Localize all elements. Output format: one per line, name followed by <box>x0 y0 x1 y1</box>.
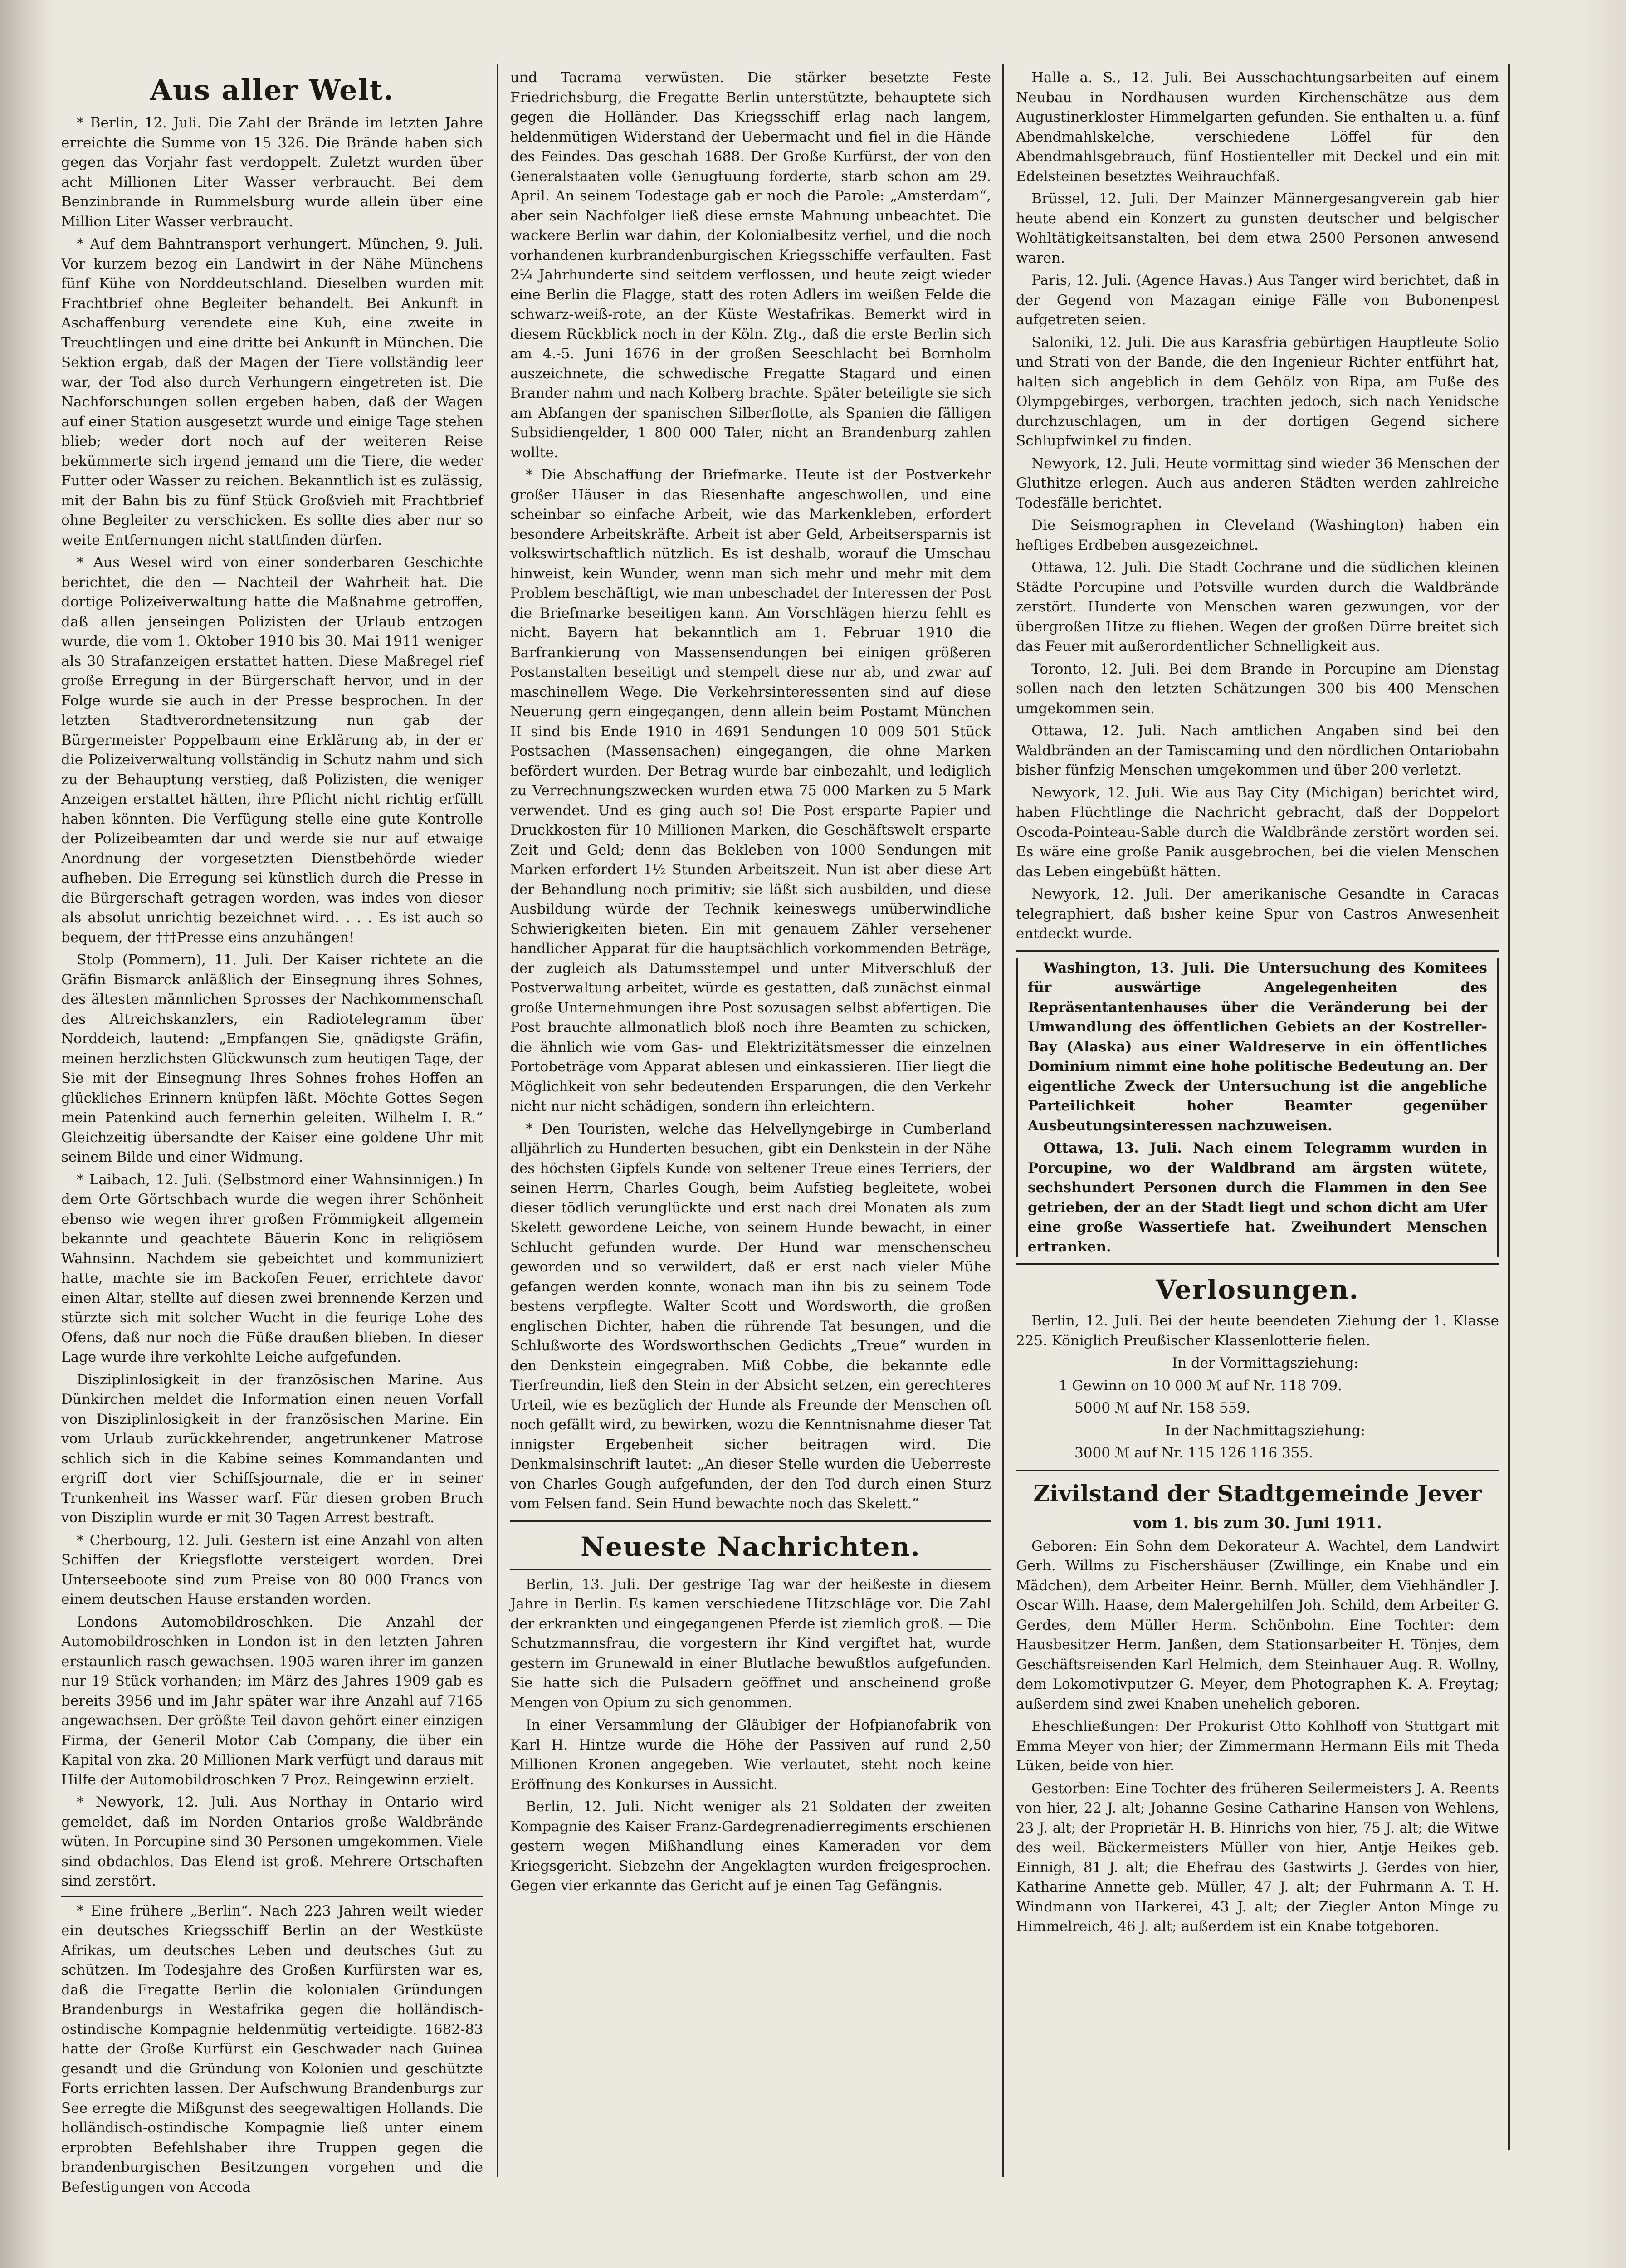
article: * Eine frühere „Berlin“. Nach 223 Jahren weilt wieder ein deutsches Kriegsschiff Berlin an der Westküste Afrikas, um deutsches Leben und deutsches Gut zu schützen. Im Todesjahre des Großen Kurfürsten war es, daß die Fregatte Berlin die kolonialen Gründungen Brandenburgs in Westafrika gegen die holländisch-ostindische Kompagnie heldenmütig verteidigte. 1682-83 hatte der Große Kurfürst ein Geschwader nach Guinea gesandt und die Gründung von Kolonien und geschützte Forts errichten lassen. Der Aufschwung Brandenburgs zur See erregte die Mißgunst des seegewaltigen Hollands. Die holländisch-ostindische Kompagnie ließ unter einem erprobten Befehlshaber ihre Truppen gegen die brandenburgischen Besitzungen vorgehen und die Befestigungen von Accoda <box>61 1902 483 2195</box>
article: Newyork, 12. Juli. Wie aus Bay City (Michigan) berichtet wird, haben Flüchtlinge die Nachricht gebracht, daß der Doppelort Oscoda-Pointeau-Sable durch die Waldbrände zerstört worden sei. Es wäre eine große Panik ausgebrochen, bei die vielen Menschen das Leben eingebüßt hätten. <box>1016 784 1499 880</box>
divider <box>1016 1263 1499 1265</box>
divider <box>61 1896 483 1897</box>
column-rule <box>1002 64 1004 2177</box>
divider <box>510 1569 991 1570</box>
article: Newyork, 12. Juli. Heute vormittag sind wieder 36 Menschen der Gluthitze erlegen. Auch aus anderen Städten werden zahlreiche Todesfälle berichtet. <box>1016 455 1499 511</box>
article: Berlin, 12. Juli. Nicht weniger als 21 Soldaten der zweiten Kompagnie des Kaiser Franz-Gardegrenadierregiments erschienen gestern wegen Mißhandlung eines Kameraden vor dem Kriegsgericht. Siebzehn der Angeklagten wurden freigesprochen. Gegen vier erkannte das Gericht auf je einen Tag Gefängnis. <box>510 1799 991 1894</box>
divider <box>510 1520 991 1522</box>
article: und Tacrama verwüsten. Die stärker besetzte Feste Friedrichsburg, die Fregatte Berlin unterstützte, behauptete sich gegen die Holländer. Das Kriegsschiff erlag nach langem, heldenmütigen Widerstand der Uebermacht und fiel in die Hände des Feindes. Das geschah 1688. Der Große Kurfürst, der von den Generalstaaten volle Genugtuung forderte, starb schon am 29. April. An seinem Todestage gab er noch die Parole: „Amsterdam“, aber sein Nachfolger ließ diese ernste Mahnung unbeachtet. Die wackere Berlin war dahin, der Kolonialbesitz verfiel, und die noch vorhandenen kurbrandenburgischen Kriegsschiffe verfaulten. Fast 2¼ Jahrhunderte sind seitdem verflossen, und heute zeigt wieder eine Berlin die Flagge, statt des roten Adlers im weißen Felde die schwarz-weiß-rote, an der Küste Westafrikas. Bemerkt wird in diesem Rückblick noch in der Köln. Ztg., daß die erste Berlin sich am 4.-5. Juni 1676 in der großen Seeschlacht bei Bornholm auszeichnete, die schwedische Fregatte Stagard und einen Brander nahm und nach Kolberg brachte. Später beteiligte sie sich am Abfangen der spanischen Silberflotte, als Spanien die fälligen Subsidiengelder, 1 800 000 Taler, nicht an Brandenburg zahlen wollte. <box>510 69 991 461</box>
lottery-result: 1 Gewinn on 10 000 ℳ auf Nr. 118 709. <box>1059 1377 1342 1394</box>
article: * Newyork, 12. Juli. Aus Northay in Ontario wird gemeldet, daß im Norden Ontarios große Waldbrände wüten. In Porcupine sind 30 Personen umgekommen. Viele sind obdachlos. Das Elend ist groß. Mehrere Ortschaften sind zerstört. <box>61 1794 483 1889</box>
lottery-result: 3000 ℳ auf Nr. 115 126 116 355. <box>1074 1445 1313 1461</box>
column-right <box>1016 68 1499 2155</box>
article: Toronto, 12. Juli. Bei dem Brande in Porcupine am Dienstag sollen nach den letzten Schätzungen 300 bis 400 Menschen umgekommen sein. <box>1016 660 1499 717</box>
divider <box>1016 1470 1499 1471</box>
article: Stolp (Pommern), 11. Juli. Der Kaiser richtete an die Gräfin Bismarck anläßlich der Einsegnung ihres Sohnes, des ältesten männlichen Sprosses der Nachkommenschaft des Altreichskanzlers, ein Radiotelegramm über Norddeich, lautend: „Empfangen Sie, gnädigste Gräfin, meinen herzlichsten Glückwunsch zum heutigen Tage, der Sie mit der Einsegnung Ihres Sohnes frohes Hoffen an glückliches Erinnern knüpfen läßt. Möchte Gottes Segen mein Patenkind auch fernerhin geleiten. Wilhelm I. R.“ Gleichzeitig übersandte der Kaiser eine goldene Uhr mit seinem Bilde und einer Widmung. <box>61 952 483 1165</box>
lottery-intro: Berlin, 12. Juli. Bei der heute beendeten Ziehung der 1. Klasse 225. Königlich Preußischer Klassenlotterie fielen. <box>1016 1313 1499 1349</box>
article: * Aus Wesel wird von einer sonderbaren Geschichte berichtet, die den — Nachteil der Wahrheit hat. Die dortige Polizeiverwaltung hatte die Maßnahme getroffen, daß allen jenseingen Polizisten der Urlaub entzogen wurde, die vom 1. Oktober 1910 bis 30. Mai 1911 weniger als 30 Strafanzeigen erstattet hatten. Diese Maßregel rief große Erregung in der Bürgerschaft hervor, und in der Folge wurde sie auch in der Presse besprochen. In der letzten Stadtverordnetensitzung nun gab der Bürgermeister Poppelbaum eine Erklärung ab, in der er die Polizeiverwaltung vollständig in Schutz nahm und sich zu der Behauptung verstieg, daß Polizisten, die weniger Anzeigen erstattet hätten, ihre Pflicht nicht richtig erfüllt haben könnten. Die Verfügung stelle eine gute Kontrolle der Polizeibeamten dar und werde sie nur auf etwaige Anordnung der vorgesetzten Dienstbehörde wieder aufheben. Die Erregung sei künstlich durch die Presse in die Bürgerschaft getragen worden, was indes von dieser als absolut unrichtig bezeichnet wird. . . . Es ist auch so bequem, der †††Presse eins anzuhängen! <box>61 554 483 946</box>
article: Londons Automobildroschken. Die Anzahl der Automobildroschken in London ist in den letzten Jahren erstaunlich rasch gewachsen. 1905 waren ihrer im ganzen nur 19 Stück vorhanden; im März des Jahres 1909 gab es bereits 3956 und im Jahr später war ihre Anzahl auf 7165 angewachsen. Der größte Teil davon gehört einer einzigen Firma, der Generil Motor Cab Company, die über ein Kapital von zka. 20 Millionen Mark verfügt und daraus mit Hilfe der Automobildroschken 7 Proz. Reingewinn erzielt. <box>61 1613 483 1788</box>
civil-register-entry: Eheschließungen: Der Prokurist Otto Kohlhoff von Stuttgart mit Emma Meyer von hier; der Zimmermann Hermann Eils mit Theda Lüken, beide von hier. <box>1016 1718 1499 1774</box>
article: In einer Versammlung der Gläubiger der Hofpianofabrik von Karl H. Hintze wurde die Höhe der Passiven auf rund 2,50 Millionen Kronen angegeben. Wie verlautet, steht noch keine Eröffnung des Konkurses in Aussicht. <box>510 1717 991 1793</box>
column-rule <box>1508 64 1510 2150</box>
article: * Berlin, 12. Juli. Die Zahl der Brände im letzten Jahre erreichte die Summe von 15 326. Die Brände haben sich gegen das Vorjahr fast verdoppelt. Zuletzt wurden über acht Millionen Liter Wasser verbraucht. Bei dem Benzinbrande in Rummelsburg wurde allein über eine Million Liter Wasser verbraucht. <box>61 115 483 230</box>
section-subtitle-zivilstand: vom 1. bis zum 30. Juni 1911. <box>1133 1514 1382 1532</box>
section-title-aus-aller-welt: Aus aller Welt. <box>150 73 395 107</box>
section-title-verlosungen: Verlosungen. <box>1156 1274 1359 1305</box>
page-gutter-edge <box>0 0 54 2268</box>
article: * Den Touristen, welche das Helvellyngebirge in Cumberland alljährlich zu Hunderten besuchen, gibt ein Denkstein in der Nähe des höchsten Gipfels Kunde von seltener Treue eines Terriers, der seinen Herrn, Charles Gough, beim Aufstieg begleitete, wobei dieser tödlich verunglückte und erst nach drei Monaten als zum Skelett gewordene Leiche, von seinem Hunde bewacht, in einer Schlucht gefunden wurde. Der Hund war menschenscheu geworden und so verwildert, daß er erst nach vieler Mühe gefangen werden konnte, wonach man ihn bis zu seinem Tode bestens verpflegte. Walter Scott und Wordsworth, die großen englischen Dichter, haben die rührende Tat besungen, und die Schlußworte des Wordsworthschen Gedichts „Treue“ wurden in den Denkstein eingegraben. Miß Cobbe, die bekannte edle Tierfreundin, ließ den Stein in der Absicht setzen, ein gerechteres Urteil, wie es bezüglich der Hunde als Freunde der Menschen oft noch gefällt wird, zu bewirken, wozu die Kenntnisnahme dieser Tat innigster Ergebenheit sicher beitragen wird. Die Denkmalsinschrift lautet: „An dieser Stelle wurden die Ueberreste von Charles Gough aufgefunden, der den Tod durch einen Sturz vom Felsen fand. Sein Hund bewachte noch das Skelett.“ <box>510 1120 991 1512</box>
article: * Auf dem Bahntransport verhungert. München, 9. Juli. Vor kurzem bezog ein Landwirt in der Nähe Münchens fünf Kühe von Norddeutschland. Dieselben wurden mit Frachtbrief ohne Begleiter behandelt. Bei Ankunft in Aschaffenburg verendete eine Kuh, eine zweite in Treuchtlingen und eine dritte bei Ankunft in München. Die Sektion ergab, daß der Magen der Tiere vollständig leer war, der Tod also durch Verhungern eingetreten ist. Die Nachforschungen sollen ergeben haben, daß der Wagen auf einer Station ausgesetzt wurde und einige Tage stehen blieb; weder dort noch auf der weiteren Reise bekümmerte sich irgend jemand um die Tiere, die weder Futter oder Wasser zu reichen. Bekanntlich ist es zulässig, mit der Bahn bis zu fünf Stück Großvieh mit Frachtbrief ohne Begleiter zu verschicken. Es sollte dies aber nur so weite Entfernungen nicht stattfinden dürfen. <box>61 236 483 548</box>
divider <box>1016 950 1499 952</box>
article: Newyork, 12. Juli. Der amerikanische Gesandte in Caracas telegraphiert, daß bisher keine Spur von Castros Anwesenheit entdeckt wurde. <box>1016 886 1499 942</box>
article: Disziplinlosigkeit in der französischen Marine. Aus Dünkirchen meldet die Information einen neuen Vorfall von Disziplinlosigkeit in der französischen Marine. Ein vom Urlaub zurückkehrender, angetrunkener Matrose schlich sich in die Kabine seines Kommandanten und ergriff dort vier Schiffsjournale, die er in seiner Trunkenheit ins Wasser warf. Für diesen groben Bruch von Disziplin wurde er mit 30 Tagen Arrest bestraft. <box>61 1371 483 1526</box>
article: Ottawa, 12. Juli. Nach amtlichen Angaben sind bei den Waldbränden an der Tamiscaming und den nördlichen Ontariobahn bisher fünfzig Menschen umgekommen und über 200 verletzt. <box>1016 723 1499 778</box>
lottery-label: In der Nachmittagsziehung: <box>1165 1422 1366 1439</box>
article: Die Seismographen in Cleveland (Washington) haben ein heftiges Erdbeben ausgezeichnet. <box>1016 517 1499 553</box>
column-rule <box>497 64 498 2177</box>
section-title-zivilstand: Zivilstand der Stadtgemeinde Jever <box>1033 1480 1482 1507</box>
article: * Cherbourg, 12. Juli. Gestern ist eine Anzahl von alten Schiffen der Kriegsflotte versteigert worden. Drei Unterseeboote sind zum Preise von 80 000 Francs von einem deutschen Hause erstanden worden. <box>61 1532 483 1608</box>
article: Halle a. S., 12. Juli. Bei Ausschachtungsarbeiten auf einem Neubau in Nordhausen wurden Kirchenschätze aus dem Augustinerkloster Himmelgarten gefunden. Sie enthalten u. a. fünf Abendmahlskelche, verschiedene Löffel für den Abendmahlsgebrauch, fünf Hostienteller mit Deckel und ein mit Edelsteinen besetztes Weihrauchfaß. <box>1016 69 1499 185</box>
section-title-neueste-nachrichten: Neueste Nachrichten. <box>581 1531 921 1562</box>
column-middle <box>510 68 991 2155</box>
page-right-edge <box>1578 0 1626 2268</box>
lottery-result: 5000 ℳ auf Nr. 158 559. <box>1074 1400 1250 1416</box>
article: Paris, 12. Juli. (Agence Havas.) Aus Tanger wird berichtet, daß in der Gegend von Mazagan einige Fälle von Bubonenpest aufgetreten seien. <box>1016 272 1499 328</box>
lottery-label: In der Vormittagsziehung: <box>1172 1355 1359 1371</box>
article: * Die Abschaffung der Briefmarke. Heute ist der Postverkehr großer Häuser in das Riesenhafte angeschwollen, und eine scheinbar so einfache Arbeit, wie das Markenkleben, erfordert besondere Arbeitskräfte. Arbeit ist aber Geld, Arbeitsersparnis ist volkswirtschaftlich nützlich. Es ist deshalb, worauf die Umschau hinweist, kein Wunder, wenn man sich mehr und mehr mit dem Problem beschäftigt, wie man unbeschadet der Interessen der Post die Briefmarke beseitigen kann. Am Vorschlägen hierzu fehlt es nicht. Bayern hat bekanntlich am 1. Februar 1910 die Barfrankierung von Massensendungen bei einigen größeren Postanstalten beseitigt und stempelt diese nur ab, und zwar auf maschinellem Wege. Die Verkehrsinteressenten sind auf diese Neuerung gern eingegangen, denn allein beim Postamt München II sind bis Ende 1910 in 4691 Sendungen 10 009 501 Stück Postsachen (Massensachen) eingegangen, die ohne Marken befördert wurden. Der Betrag wurde bar einbezahlt, und lediglich zu Verrechnungszwecken wurden etwa 75 000 Marken zu 5 Mark verwendet. Und es ging auch so! Die Post ersparte Papier und Druckkosten für 10 Millionen Marken, die Geschäftswelt ersparte Zeit und Geld; denn das Bekleben von 1000 Sendungen mit Marken erfordert 1½ Stunden Arbeitszeit. Nun ist aber diese Art der Behandlung noch primitiv; sie läßt sich ausbilden, und diese Ausbildung würde der Technik keineswegs unüberwindliche Schwierigkeiten bieten. Ein mit genauem Zähler versehener handlicher Apparat für die hauptsächlich vorkommenden Beträge, der zugleich als Datumsstempel und unter Mitverschluß der Postverwaltung arbeitet, würde es gestatten, daß zunächst einmal große Unternehmungen ihre Post sozusagen selbst abfertigen. Die Post brauchte allmonatlich bloß noch ihre Beamten zu schicken, die ähnlich wie vom Gas- und Elektrizitätsmesser die einzelnen Portobeträge vom Apparat ablesen und einkassieren. Hier liegt die Möglichkeit von sehr bedeutenden Ersparungen, die den Verkehr nicht nur nicht schädigen, sondern ihn erleichtern. <box>510 467 991 1114</box>
article: Ottawa, 12. Juli. Die Stadt Cochrane und die südlichen kleinen Städte Porcupine und Potsville wurden durch die Waldbrände zerstört. Hunderte von Menschen waren gezwungen, vor der übergroßen Hitze zu fliehen. Wegen der großen Dürre breitet sich das Feuer mit außerordentlicher Schnelligkeit aus. <box>1016 559 1499 655</box>
article: Washington, 13. Juli. Die Untersuchung des Komitees für auswärtige Angelegenheiten des Repräsentantenhauses über die Veränderung bei der Umwandlung des öffentlichen Gebiets an der Kostreller-Bay (Alaska) aus einer Waldreserve in ein öffentliches Dominium nimmt eine hohe politische Bedeutung an. Der eigentliche Zweck der Untersuchung ist die angebliche Parteilichkeit hoher Beamter gegenüber Ausbeutungsinteressen nachzuweisen. <box>1028 959 1487 1134</box>
article: Brüssel, 12. Juli. Der Mainzer Männergesangverein gab hier heute abend ein Konzert zu gunsten deutscher und belgischer Wohltätigkeitsanstalten, bei dem etwa 2500 Personen anwesend waren. <box>1016 191 1499 266</box>
column-left <box>61 68 483 2195</box>
civil-register-entry: Geboren: Ein Sohn dem Dekorateur A. Wachtel, dem Landwirt Gerh. Willms zu Fischershäuser (Zwillinge, ein Knabe und ein Mädchen), dem Arbeiter Heinr. Bernh. Müller, dem Viehhändler J. Oscar Wilh. Haase, dem Malergehilfen Joh. Schild, dem Arbeiter G. Gerdes, dem Müller Herm. Schönbohn. Eine Tochter: dem Hausbesitzer Herm. Janßen, dem Stationsarbeiter H. Tönjes, dem Geschäftsreisenden Karl Helmich, dem Steinhauer Aug. R. Wollny, dem Lokomotivputzer G. Meyer, dem Photographen K. A. Freytag; außerdem sind zwei Knaben unehelich geboren. <box>1016 1538 1499 1712</box>
article: Berlin, 13. Juli. Der gestrige Tag war der heißeste in diesem Jahre in Berlin. Es kamen verschiedene Hitzschläge vor. Die Zahl der erkrankten und eingegangenen Pferde ist ziemlich groß. — Die Schutzmannsfrau, die vorgestern ihr Kind vergiftet hat, wurde gestern im Grunewald in einer Blutlache bewußtlos aufgefunden. Sie hatte sich die Pulsadern geöffnet und anscheinend große Mengen von Opium zu sich genommen. <box>510 1576 991 1711</box>
article: Ottawa, 13. Juli. Nach einem Telegramm wurden in Porcupine, wo der Waldbrand am ärgsten wütete, sechshundert Personen durch die Flammen in den See getrieben, der an der Stadt liegt und schon dicht am Ufer eine große Wassertiefe hat. Zweihundert Menschen ertranken. <box>1028 1140 1487 1255</box>
article: Saloniki, 12. Juli. Die aus Karasfria gebürtigen Hauptleute Solio und Strati von der Bande, die den Ingenieur Richter entführt hat, halten sich angeblich in dem Gehölz von Ripa, am Fuße des Olympgebirges, verborgen, trachten jedoch, sich nach Yenidsche durchzuschlagen, um in der dortigen Gegend sichere Schlupfwinkel zu finden. <box>1016 334 1499 449</box>
civil-register-entry: Gestorben: Eine Tochter des früheren Seilermeisters J. A. Reents von hier, 22 J. alt; Johanne Gesine Catharine Hansen von Wehlens, 23 J. alt; der Proprietär H. B. Hinrichs von hier, 75 J. alt; die Witwe des weil. Bäckermeisters Müller von hier, Antje Heikes geb. Einnigh, 81 J. alt; die Ehefrau des Gastwirts J. Gerdes von hier, Katharine Annette geb. Müller, 47 J. alt; der Fuhrmann A. T. H. Windmann von Harkerei, 43 J. alt; der Ziegler Anton Minge zu Himmelreich, 46 J. alt; außerdem ist ein Knabe totgeboren. <box>1016 1780 1499 1935</box>
boxed-telegrams <box>1016 958 1499 1257</box>
article: * Laibach, 12. Juli. (Selbstmord einer Wahnsinnigen.) In dem Orte Görtschbach wurde die wegen ihrer Schönheit ebenso wie wegen ihrer großen Frömmigkeit allgemein bekannte und geachtete Bäuerin Konc in religiösem Wahnsinn. Nachdem sie gebeichtet und kommuniziert hatte, machte sie im Backofen Feuer, errichtete davor einen Altar, stellte auf diesen zwei brennende Kerzen und stürzte sich mit solcher Wucht in die feurige Lohe des Ofens, daß nur noch die Füße draußen blieben. In dieser Lage wurde ihre verkohlte Leiche aufgefunden. <box>61 1171 483 1365</box>
